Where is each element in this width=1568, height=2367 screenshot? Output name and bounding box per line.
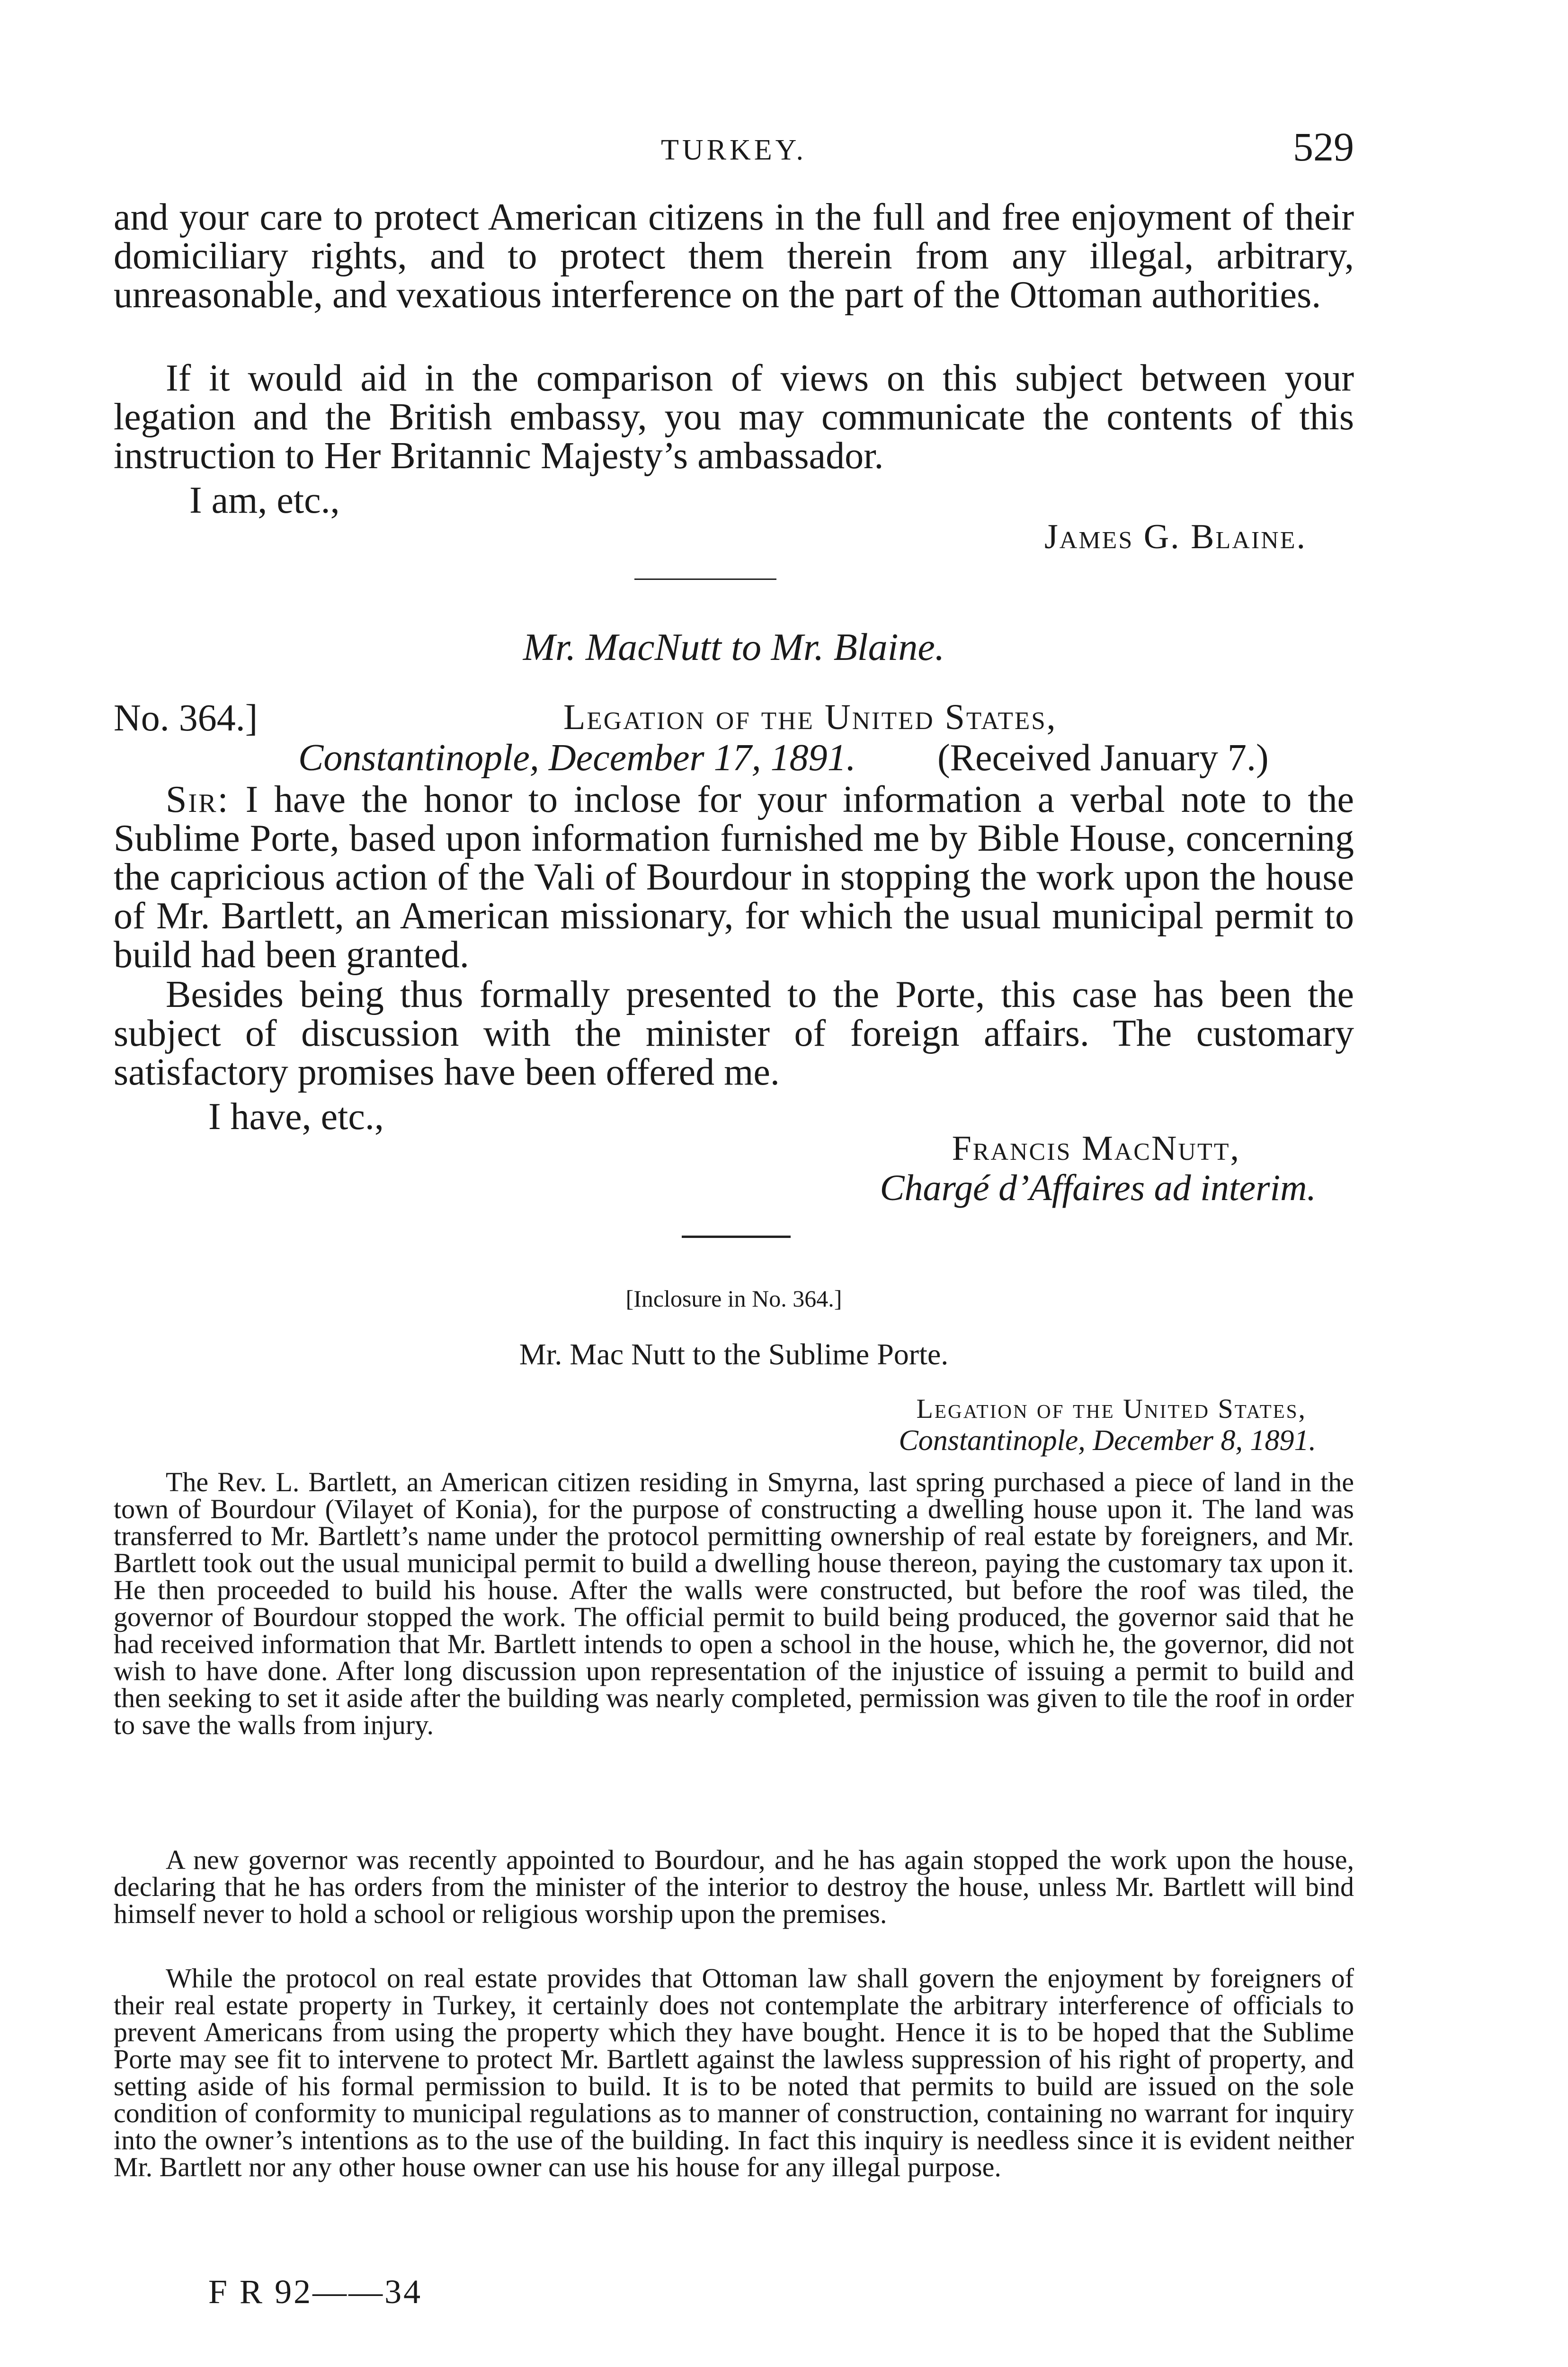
page-number: 529	[1293, 124, 1354, 169]
blaine-signature: James G. Blaine.	[1044, 517, 1307, 556]
macnutt-paragraph-1	[114, 780, 1354, 974]
signature-mark: F R 92——34	[208, 2273, 423, 2311]
macnutt-paragraph-1-text: I have the honor to inclose for your information a verbal note to the Sublime Porte, based upon information furnished me by Bible House, concerning the capricious action of the Vali of Bourdour in stopping the work upon the house of Mr. Bartlett, an American missionary, for which the usual municipal permit to build had been granted.	[114, 779, 1354, 976]
blaine-paragraph-1: and your care to protect American citizens in the full and free enjoyment of their domiciliary rights, and to protect them therein from any illegal, arbitrary, unreasonable, and vexatious interference on the part of the Ottoman authorities.	[114, 196, 1354, 316]
inclosure-heading: Mr. Mac Nutt to the Sublime Porte.	[519, 1337, 949, 1371]
running-head	[114, 123, 1354, 180]
inclosure-paragraph-1: The Rev. L. Bartlett, an American citizen residing in Smyrna, last spring purchased a piece of land in the town of Bourdour (Vilayet of Konia), for the purpose of constructing a dwelling house upon it. The land was transferred to Mr. Bartlett’s name under the protocol permitting ownership of real estate by foreigners, and Mr. Bartlett took out the usual municipal permit to build a dwelling house thereon, paying the customary tax upon it. He then proceeded to build his house. After the walls were constructed, but before the roof was tiled, the governor of Bourdour stopped the work. The official permit to build being produced, the governor said that he had received information that Mr. Bartlett intends to open a school in the house, which he, the governor, did not wish to have done. After long discussion upon representation of the injustice of issuing a permit to build and then seeking to set it aside after the building was nearly completed, permission was given to tile the roof in order to save the walls from injury.	[114, 1467, 1354, 1740]
macnutt-signature-title: Chargé d’Affaires ad interim.	[880, 1167, 1316, 1208]
inclosure-label: [Inclosure in No. 364.]	[625, 1285, 842, 1312]
dispatch-number: No. 364.]	[114, 697, 258, 739]
macnutt-legation: Legation of the United States,	[563, 697, 1057, 737]
macnutt-place-date: Constantinople, December 17, 1891.	[298, 737, 856, 779]
inclosure-paragraph-2: A new governor was recently appointed to Bourdour, and he has again stopped the work upon the house, declaring that he has orders from the minister of the interior to destroy the house, unless Mr. Bartlett will bind himself never to hold a school or religious worship upon the premises.	[114, 1844, 1354, 1929]
blaine-paragraph-2: If it would aid in the comparison of views on this subject between your legation and the British embassy, you may communicate the contents of this instruction to Her Britannic Majesty’s ambassador.	[114, 357, 1354, 477]
received-date: (Received January 7.)	[937, 737, 1269, 779]
running-head-title: TURKEY.	[661, 134, 807, 166]
section-divider	[634, 578, 776, 580]
macnutt-paragraph-2: Besides being thus formally presented to the Porte, this case has been the subject of discussion with the minister of foreign affairs. The customary satisfactory promises have been offered me.	[114, 974, 1354, 1093]
inclosure-paragraph-3: While the protocol on real estate provides that Ottoman law shall govern the enjoyment by foreigners of their real estate property in Turkey, it certainly does not contemplate the arbitrary interference of officials to prevent Americans from using the property which they have bought. Hence it is to be hoped that the Sublime Porte may see fit to intervene to protect Mr. Bartlett against the lawless suppression of his right of property, and setting aside of his formal permission to build. It is to be noted that permits to build are issued on the sole condition of conformity to municipal regulations as to manner of construction, containing no warrant for inquiry into the owner’s intentions as to the use of the building. In fact this inquiry is needless since it is evident neither Mr. Bartlett nor any other house owner can use his house for any illegal purpose.	[114, 1963, 1354, 2182]
section-divider	[682, 1236, 791, 1238]
macnutt-letter-heading: Mr. MacNutt to Mr. Blaine.	[523, 625, 945, 668]
inclosure-legation: Legation of the United States,	[916, 1393, 1307, 1424]
inclosure-place-date: Constantinople, December 8, 1891.	[899, 1424, 1316, 1457]
macnutt-closing: I have, etc.,	[208, 1096, 384, 1138]
salutation: Sir:	[166, 779, 230, 820]
blaine-closing: I am, etc.,	[189, 480, 340, 521]
macnutt-signature-name: Francis MacNutt,	[952, 1129, 1240, 1168]
